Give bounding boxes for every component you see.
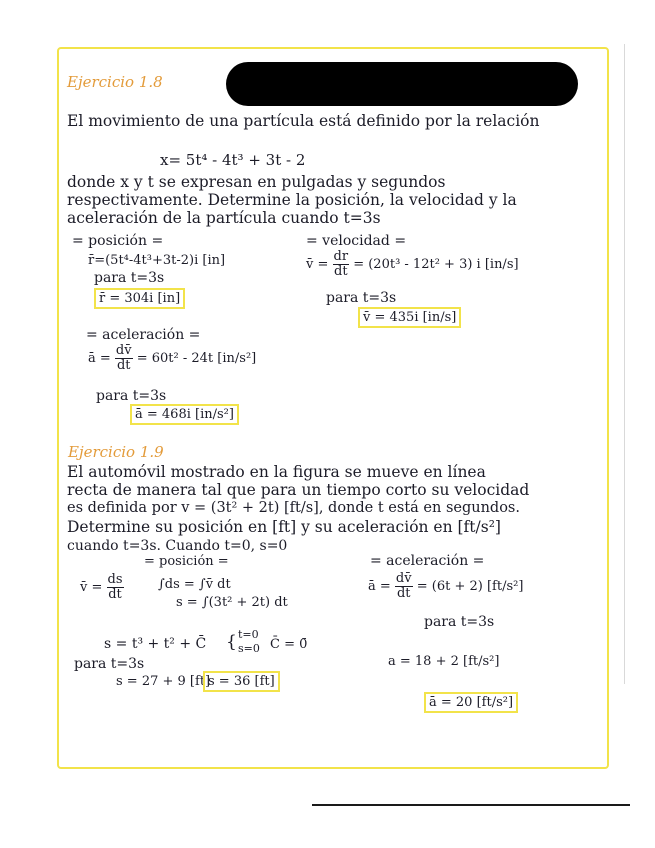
ex19-acceleration-para: para t=3s [424,614,495,630]
exercise-1-9-title: Ejercicio 1.9 [68,443,164,461]
ex19-acceleration-lhs: ā = [368,579,391,594]
ex19-statement-line-1: El automóvil mostrado en la figura se mueve en línea [67,463,486,481]
ex18-position-para: para t=3s [94,270,165,286]
ex18-acceleration-rhs: = 60t² - 24t [in/s²] [136,351,257,366]
ex19-velocity-derivative [107,573,124,602]
ex18-velocity-result: v̄ = 435i [in/s] [358,307,461,328]
ex18-acceleration-derivative [115,344,133,373]
ex18-position-vector: r̄=(5t⁴-4t³+3t-2)i [in] [88,253,226,268]
ex19-position-calc: s = 27 + 9 [ft] [116,674,211,689]
ex19-velocity-lhs: v̄ = [80,580,103,595]
redaction-bar [226,62,578,106]
ex19-acceleration-den: dt [396,586,411,601]
ex18-statement-line-4: aceleración de la partícula cuando t=3s [67,209,381,227]
ex18-acceleration-para: para t=3s [96,388,167,404]
ex19-statement-line-5: cuando t=3s. Cuando t=0, s=0 [67,538,288,554]
ex18-statement-line-3: respectivamente. Determine la posición, la velocidad y la [67,191,517,209]
ex19-condition-bottom: s=0 [238,642,260,655]
ex18-position-equation: x= 5t⁴ - 4t³ + 3t - 2 [160,151,306,169]
ex19-position-para: para t=3s [74,656,145,672]
ex18-acceleration-den: dt [116,358,131,373]
ex19-acceleration-num: dv̄ [395,571,412,586]
ex19-condition-brace: { [226,632,237,652]
ex18-statement-line-1: El movimiento de una partícula está definido por la relación [67,112,540,130]
page-edge-line [624,44,625,684]
ex19-acceleration-result: ā = 20 [ft/s²] [424,692,518,713]
ex19-position-result: s = 36 [ft] [203,671,280,692]
ex18-velocity-heading: = velocidad = [306,233,407,249]
ex19-position-solution: s = t³ + t² + C̄ [104,636,207,652]
ex18-acceleration-num: dv̄ [115,343,132,358]
ex18-acceleration-lhs: ā = [88,351,111,366]
ex19-statement-line-4: Determine su posición en [ft] y su aceleración en [ft/s²] [67,518,501,536]
ex18-acceleration-equation [88,344,256,373]
ex18-acceleration-heading: = aceleración = [86,327,201,343]
ex19-position-heading: = posición = [144,554,229,569]
ex19-condition-top: t=0 [238,628,259,641]
ex19-acceleration-derivative [395,572,413,601]
ex18-velocity-derivative [333,250,350,279]
ex19-integral-2: s = ∫(3t² + 2t) dt [176,595,288,610]
ex18-velocity-lhs: v̄ = [306,257,329,272]
ex19-velocity-definition [80,573,124,602]
ex18-position-heading: = posición = [72,233,164,249]
ex18-velocity-equation [306,250,519,279]
ex19-acceleration-calc: a = 18 + 2 [ft/s²] [388,654,500,669]
ex18-velocity-den: dt [334,264,348,279]
ex18-acceleration-result: ā = 468i [in/s²] [130,404,239,425]
ex19-velocity-den: dt [108,587,122,602]
ex19-constant-value: C̄ = 0̄ [270,637,308,652]
ex18-velocity-para: para t=3s [326,290,397,306]
ex19-acceleration-rhs: = (6t + 2) [ft/s²] [416,579,524,594]
ex18-position-result: r̄ = 304i [in] [94,288,185,309]
bottom-rule [312,804,630,806]
ex18-velocity-rhs: = (20t³ - 12t² + 3) i [in/s] [353,257,519,272]
ex19-statement-line-3: es definida por v = (3t² + 2t) [ft/s], donde t está en segundos. [67,500,520,516]
exercise-1-8-title: Ejercicio 1.8 [67,73,163,91]
ex19-integral-1: ∫ds = ∫v̄ dt [158,577,231,592]
ex19-acceleration-heading: = aceleración = [370,553,485,569]
ex18-velocity-num: dr [333,249,349,264]
ex19-velocity-num: ds [107,572,123,587]
ex19-statement-line-2: recta de manera tal que para un tiempo corto su velocidad [67,481,530,499]
ex18-statement-line-2: donde x y t se expresan en pulgadas y segundos [67,173,446,191]
ex19-acceleration-equation [368,572,523,601]
